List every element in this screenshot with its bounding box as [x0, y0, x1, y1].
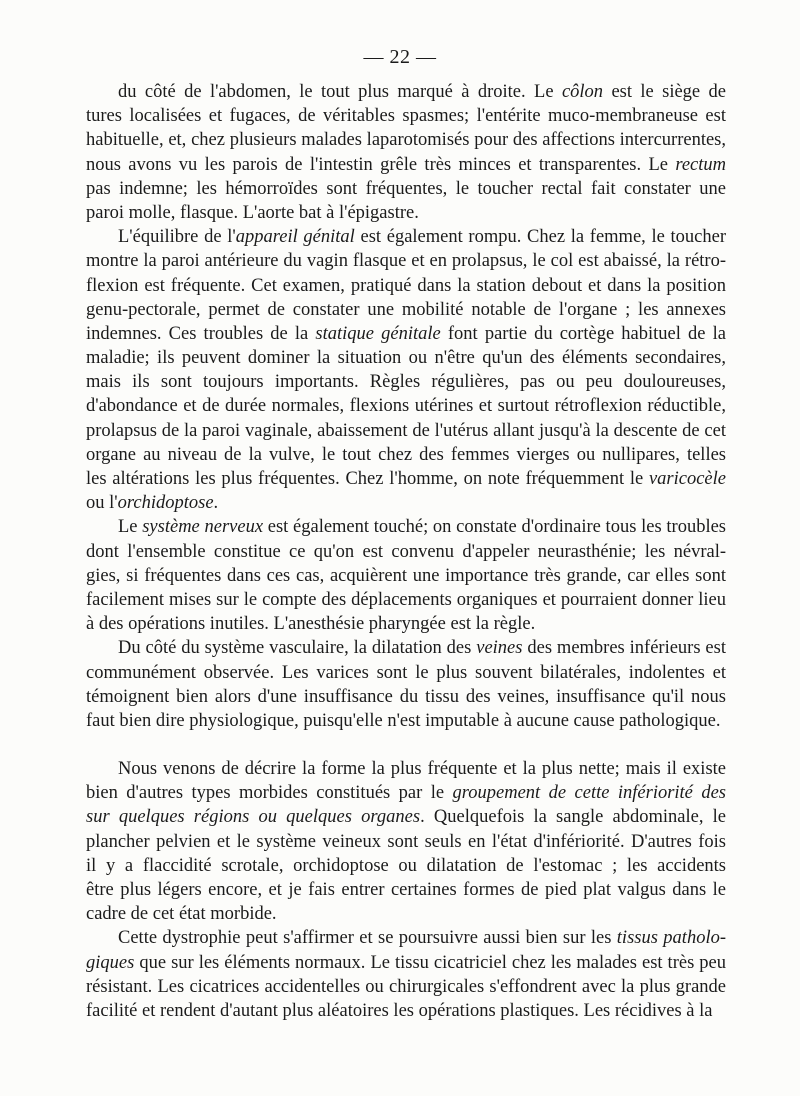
text-run: cadre de cet état morbide. — [86, 904, 277, 925]
text-run: paroi molle, flasque. L'aorte bat à l'épigastre. — [86, 202, 419, 223]
text-run: plancher pelvien et le système veineux sont seuls en l'état d'infériorité. D'autres fois — [86, 831, 726, 852]
text-line — [86, 709, 726, 733]
text-run: est également rompu. Chez la femme, le toucher — [354, 227, 726, 248]
text-run: font partie du cortège habituel de la — [440, 323, 726, 344]
text-line — [86, 540, 726, 564]
text-line — [86, 225, 726, 249]
italic-term: système nerveux — [142, 517, 264, 538]
text-line — [86, 830, 726, 854]
text-line — [86, 346, 726, 370]
text-run: témoignent bien alors d'une insuffisance du tissu des veines, insuffisance qu'il nous — [86, 686, 726, 707]
text-line — [86, 322, 726, 346]
italic-term: appareil génital — [235, 227, 355, 248]
text-line — [86, 612, 726, 636]
text-run: mais ils sont toujours importants. Règles régulières, pas ou peu douloureuses, — [86, 372, 726, 393]
text-run: maladie; ils peuvent dominer la situation ou n'être qu'un des éléments secondaires, — [86, 348, 726, 369]
body-text — [86, 80, 726, 1023]
text-run: est également touché; on constate d'ordinaire tous les troubles — [263, 517, 726, 538]
text-line — [86, 661, 726, 685]
text-line — [86, 249, 726, 273]
text-line — [86, 443, 726, 467]
text-run: bien d'autres types morbides constitués par le — [86, 783, 453, 804]
paragraph — [86, 225, 726, 515]
text-run: être plus légers encore, et je fais entrer certaines formes de pied plat valgus dans le — [86, 880, 726, 900]
italic-term: varicocèle — [648, 469, 726, 489]
text-run: L'équilibre de l' — [118, 227, 236, 248]
text-line — [86, 177, 726, 201]
italic-term: sur quelques régions ou quelques organes — [86, 807, 421, 828]
text-line — [86, 975, 726, 999]
text-run: . — [213, 493, 219, 514]
text-run: des membres inférieurs est — [522, 638, 726, 659]
text-line — [86, 781, 726, 805]
text-line — [86, 515, 726, 539]
text-run: prolapsus de la paroi vaginale, abaissement de l'utérus allant jusqu'à la descente de cet — [86, 420, 726, 441]
text-line — [86, 878, 726, 902]
text-line — [86, 80, 726, 104]
text-line — [86, 394, 726, 418]
text-line — [86, 419, 726, 443]
italic-term: tissus patholo- — [616, 928, 726, 949]
text-line — [86, 201, 726, 225]
text-run: organe au niveau de la vulve, le tout chez des femmes vierges ou nullipares, telles — [86, 444, 726, 465]
paragraph — [86, 757, 726, 926]
text-run: les altérations les plus fréquentes. Chez l'homme, on note fréquemment le — [86, 469, 649, 489]
text-run: . Quelquefois la sangle abdominale, le — [420, 807, 726, 828]
text-line — [86, 999, 726, 1023]
text-run: que sur les éléments normaux. Le tissu cicatriciel chez les malades est très peu — [134, 952, 726, 973]
text-run: habituelle, et, chez plusieurs malades laparotomisés pour des affections intercurrentes, — [86, 130, 726, 151]
italic-term: orchidoptose — [117, 493, 214, 514]
text-run: Cette dystrophie peut s'affirmer et se poursuivre aussi bien sur les — [118, 928, 617, 949]
italic-term: statique génitale — [315, 323, 441, 344]
text-line — [86, 854, 726, 878]
text-line — [86, 298, 726, 322]
text-run: communément observée. Les varices sont le plus souvent bilatérales, indolentes et — [86, 662, 726, 683]
text-run: Nous venons de décrire la forme la plus fréquente et la plus nette; mais il existe — [118, 759, 726, 780]
text-line — [86, 467, 726, 491]
text-line — [86, 902, 726, 926]
text-run: Du côté du système vasculaire, la dilatation des — [118, 638, 477, 659]
text-run: d'abondance et de durée normales, flexions utérines et surtout rétroflexion réductible, — [86, 396, 726, 417]
text-line — [86, 491, 726, 515]
text-line — [86, 926, 726, 950]
page-number: — 22 — — [363, 46, 437, 68]
text-run: il y a flaccidité scrotale, orchidoptose ou dilatation de l'estomac ; les accidents — [86, 855, 726, 876]
text-line — [86, 104, 726, 128]
paragraph — [86, 926, 726, 1023]
text-line — [86, 370, 726, 394]
text-run: ou l' — [86, 493, 118, 514]
text-run: Le — [118, 517, 143, 538]
italic-term: giques — [86, 952, 135, 973]
text-run: genu-pectorale, permet de constater une mobilité notable de l'organe ; les annexes — [86, 299, 726, 320]
text-run: du côté de l'abdomen, le tout plus marqué à droite. Le — [118, 82, 562, 102]
text-line — [86, 805, 726, 829]
text-run: nous avons vu les parois de l'intestin grêle très minces et transparentes. Le — [86, 154, 676, 175]
paragraph — [86, 80, 726, 225]
text-run: facilement mises sur le compte des déplacements organiques et pourraient donner lieu — [86, 589, 726, 610]
text-run: résistant. Les cicatrices accidentelles ou chirurgicales s'effondrent avec la plus grande — [86, 976, 726, 997]
text-line — [86, 636, 726, 660]
text-line — [86, 685, 726, 709]
paragraph — [86, 515, 726, 636]
italic-term: groupement de cette infériorité des — [452, 783, 726, 804]
text-run: gies, si fréquentes dans ces cas, acquièrent une importance très grande, car elles sont — [86, 565, 726, 586]
text-run: pas indemne; les hémorroïdes sont fréquentes, le toucher rectal fait constater une — [86, 178, 726, 199]
text-run: tures localisées et fugaces, de véritables spasmes; l'entérite muco-membraneuse est — [86, 106, 726, 127]
text-line — [86, 564, 726, 588]
text-run: faut bien dire physiologique, puisqu'elle n'est imputable à aucune cause pathologique. — [86, 710, 721, 731]
text-run: montre la paroi antérieure du vagin flasque et en prolapsus, le col est abaissé, la rétro- — [86, 251, 726, 272]
text-line — [86, 588, 726, 612]
text-run: à des opérations inutiles. L'anesthésie pharyngée est la règle. — [86, 614, 536, 635]
text-line — [86, 153, 726, 177]
text-line — [86, 757, 726, 781]
text-line — [86, 951, 726, 975]
text-run: facilité et rendent d'autant plus aléatoires les opérations plastiques. Les récidives à la — [86, 1000, 713, 1021]
paragraph — [86, 636, 726, 733]
section-break — [86, 733, 726, 757]
italic-term: rectum — [675, 154, 726, 175]
text-line — [86, 274, 726, 298]
text-run: indemnes. Ces troubles de la — [86, 323, 316, 344]
text-run: est le siège de — [611, 82, 726, 102]
italic-term: côlon — [561, 82, 604, 102]
text-run: flexion est fréquente. Cet examen, pratiqué dans la station debout et dans la position — [86, 275, 726, 296]
italic-term: veines — [476, 638, 523, 659]
text-run: dont l'ensemble constitue ce qu'on est convenu d'appeler neurasthénie; les névral- — [86, 541, 726, 562]
text-line — [86, 128, 726, 152]
